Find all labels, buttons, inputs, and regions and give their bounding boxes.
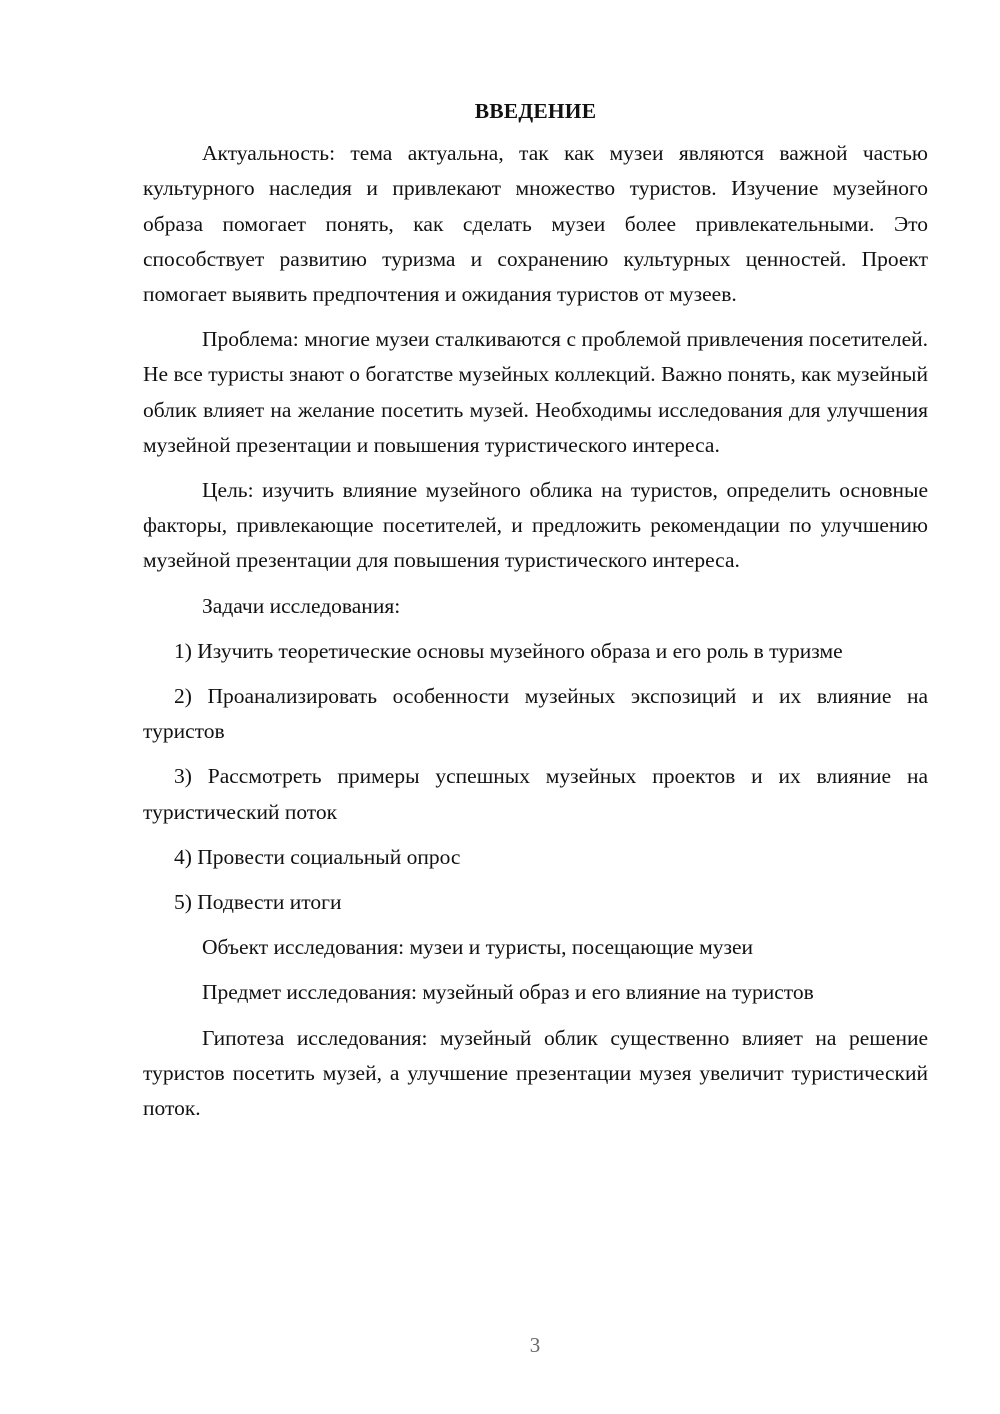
task-item-5: 5) Подвести итоги: [174, 890, 342, 915]
tasks-heading: Задачи исследования:: [202, 593, 401, 618]
task-item-2: 2) Проанализировать особенности музейных экспозиций и их влияние на туристов: [143, 684, 928, 744]
task-item-4: 4) Провести социальный опрос: [174, 844, 461, 869]
problem-paragraph: Проблема: многие музеи сталкиваются с проблемой привлечения посетителей. Не все туристы знают о богатстве музейных коллекций. Важно понять, как музейный облик влияет на желание посетить музей. Необходимы исследования для улучшения музейной презентации и повышения туристического интереса.: [143, 327, 928, 457]
research-subject: Предмет исследования: музейный образ и его влияние на туристов: [202, 980, 814, 1005]
relevance-paragraph: Актуальность: тема актуальна, так как музеи являются важной частью культурного наследия и привлекают множество туристов. Изучение музейного образа помогает понять, как сделать музеи более привлекательными. Это способствует развитию туризма и сохранению культурных ценностей. Проект помогает выявить предпочтения и ожидания туристов от музеев.: [143, 141, 928, 307]
page-body: [143, 94, 928, 1136]
research-hypothesis: Гипотеза исследования: музейный облик существенно влияет на решение туристов посетить музей, а улучшение презентации музея увеличит туристический поток.: [143, 1025, 928, 1121]
task-item-3: 3) Рассмотреть примеры успешных музейных проектов и их влияние на туристический поток: [143, 764, 928, 824]
page-number: 3: [529, 1333, 541, 1357]
goal-paragraph: Цель: изучить влияние музейного облика на туристов, определить основные факторы, привлекающие посетителей, и предложить рекомендации по улучшению музейной презентации для повышения туристического интереса.: [143, 478, 928, 573]
section-heading: ВВЕДЕНИЕ: [474, 99, 597, 123]
task-item-1: 1) Изучить теоретические основы музейного образа и его роль в туризме: [174, 638, 843, 663]
research-object: Объект исследования: музеи и туристы, посещающие музеи: [202, 935, 754, 960]
